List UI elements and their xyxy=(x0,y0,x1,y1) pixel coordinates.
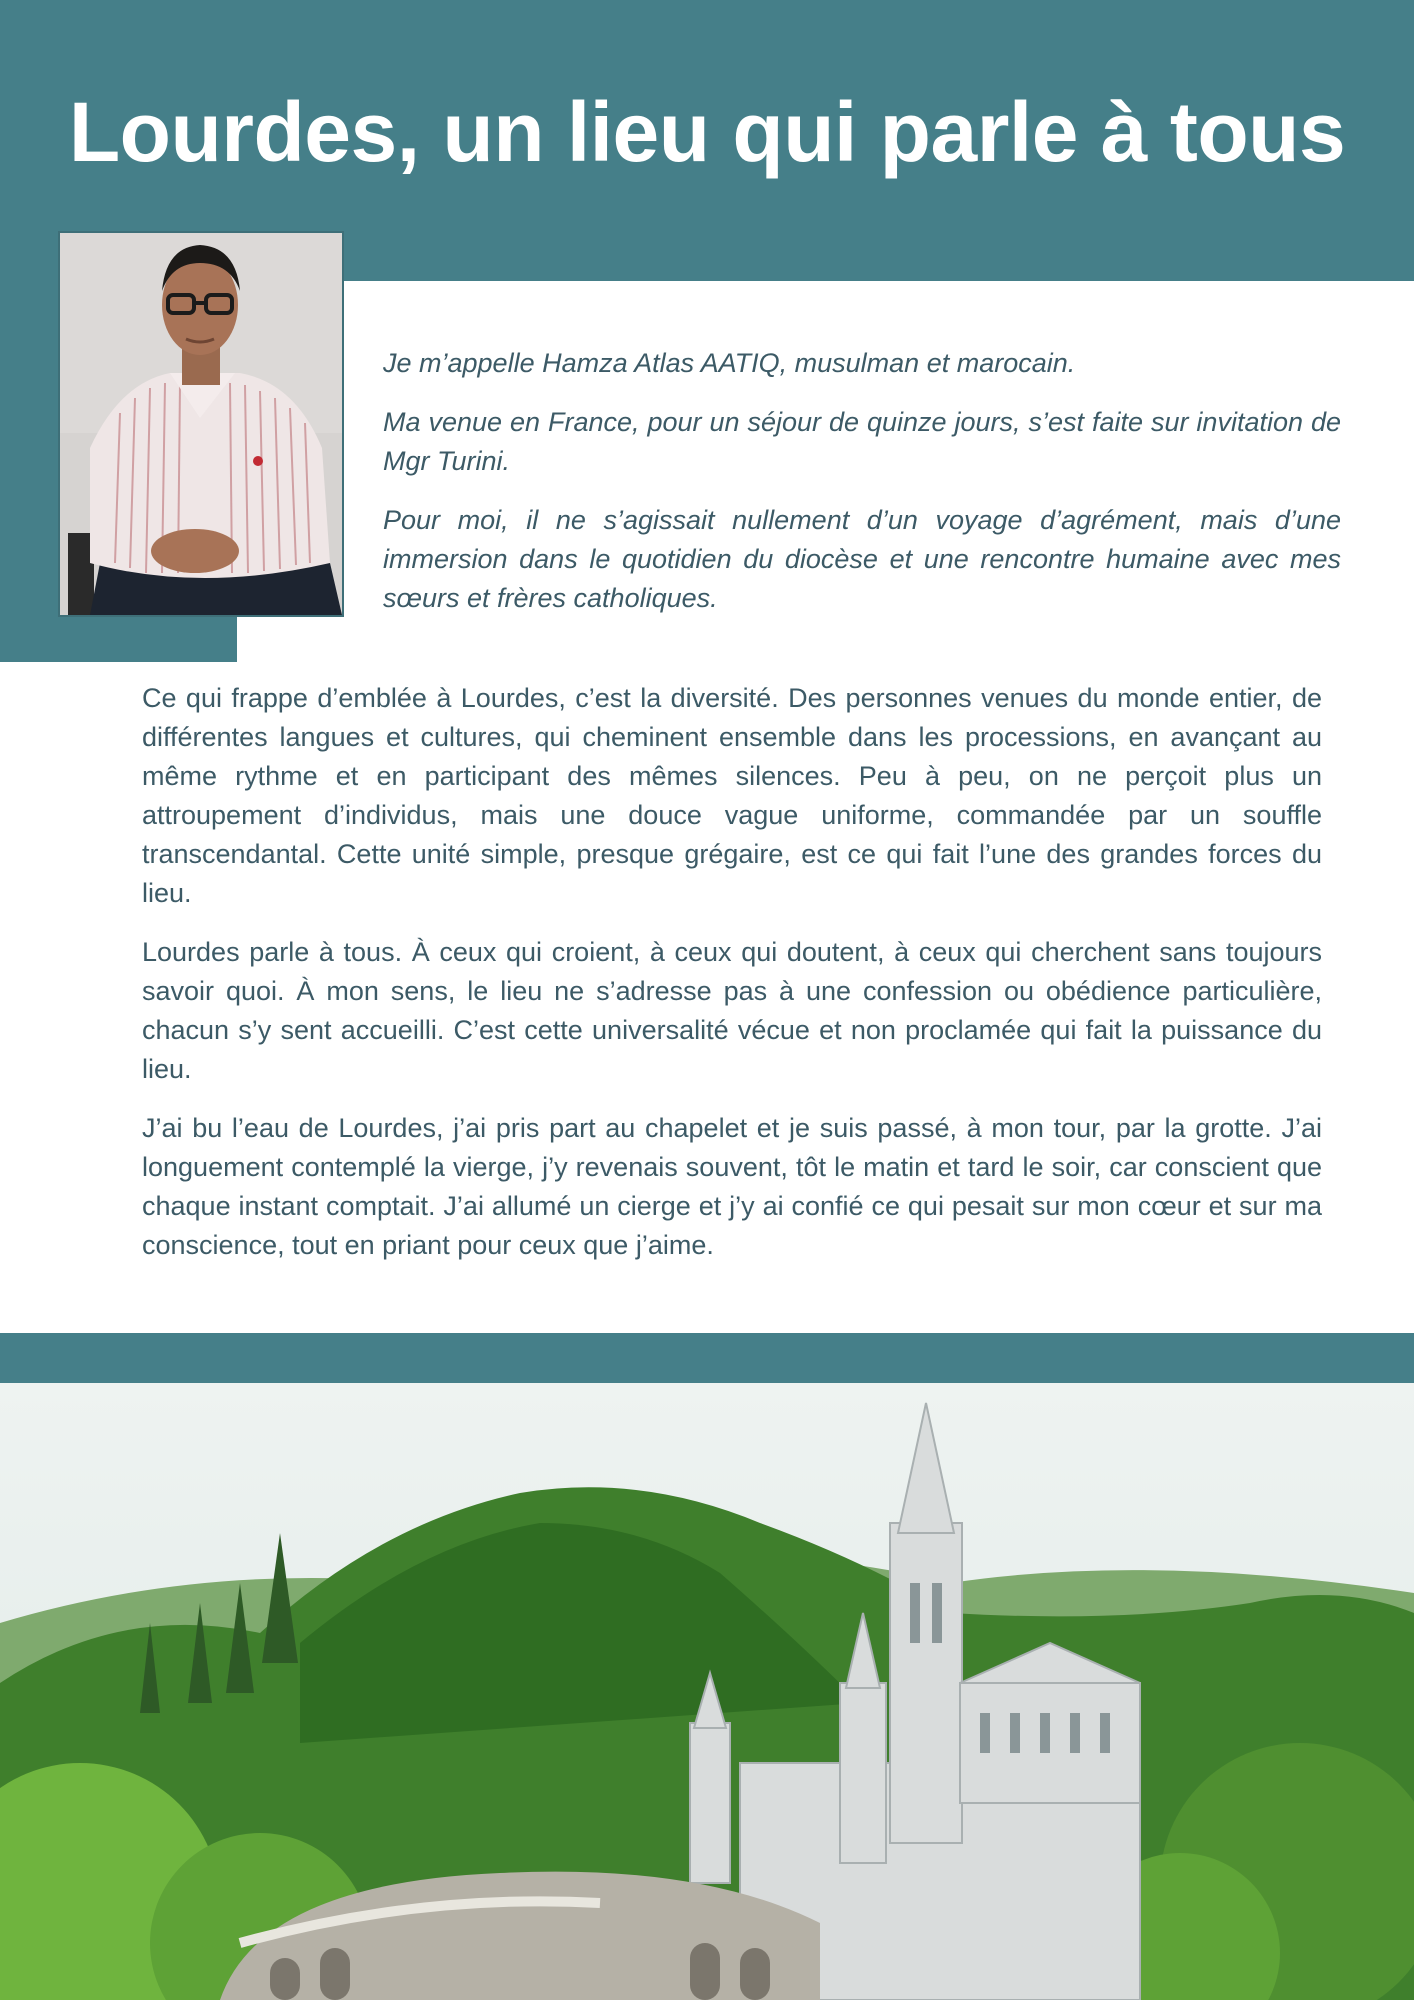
intro-paragraph: Pour moi, il ne s’agissait nullement d’un voyage d’agrément, mais d’une immersion dans le quotidien du diocèse et une rencontre humaine avec mes sœurs et frères catholiques. xyxy=(383,505,1341,613)
basilica-landscape-icon xyxy=(0,1383,1414,2000)
basilica-landscape-photo xyxy=(0,1383,1414,2000)
intro-section xyxy=(383,344,1341,638)
body-paragraph: Ce qui frappe d’emblée à Lourdes, c’est la diversité. Des personnes venues du monde entier, de différentes langues et cultures, qui cheminent ensemble dans les processions, en avançant au même rythme et en participant des mêmes silences. Peu à peu, on ne perçoit plus un attroupement d’individus, mais une douce vague uniforme, commandée par un souffle transcendantal. Cette unité simple, presque grégaire, est ce qui fait l’une des grandes forces du lieu. xyxy=(142,683,1322,908)
portrait-icon xyxy=(60,233,342,615)
body-section xyxy=(142,679,1322,1285)
intro-paragraph: Ma venue en France, pour un séjour de quinze jours, s’est faite sur invitation de Mgr Turini. xyxy=(383,407,1341,476)
page-title: Lourdes, un lieu qui parle à tous xyxy=(68,85,1346,179)
intro-paragraph: Je m’appelle Hamza Atlas AATIQ, musulman et marocain. xyxy=(383,348,1076,378)
body-paragraph: Lourdes parle à tous. À ceux qui croient, à ceux qui doutent, à ceux qui cherchent sans toujours savoir quoi. À mon sens, le lieu ne s’adresse pas à une confession ou obédience particulière, chacun s’y sent accueilli. C’est cette universalité vécue et non proclamée qui fait la puissance du lieu. xyxy=(142,937,1322,1084)
body-paragraph: J’ai bu l’eau de Lourdes, j’ai pris part au chapelet et je suis passé, à mon tour, par la grotte. J’ai longuement contemplé la vierge, j’y revenais souvent, tôt le matin et tard le soir, car conscient que chaque instant comptait. J’ai allumé un cierge et j’y ai confié ce qui pesait sur mon cœur et sur ma conscience, tout en priant pour ceux que j’aime. xyxy=(142,1113,1322,1260)
portrait-photo xyxy=(58,231,344,617)
footer-band xyxy=(0,1333,1414,1383)
